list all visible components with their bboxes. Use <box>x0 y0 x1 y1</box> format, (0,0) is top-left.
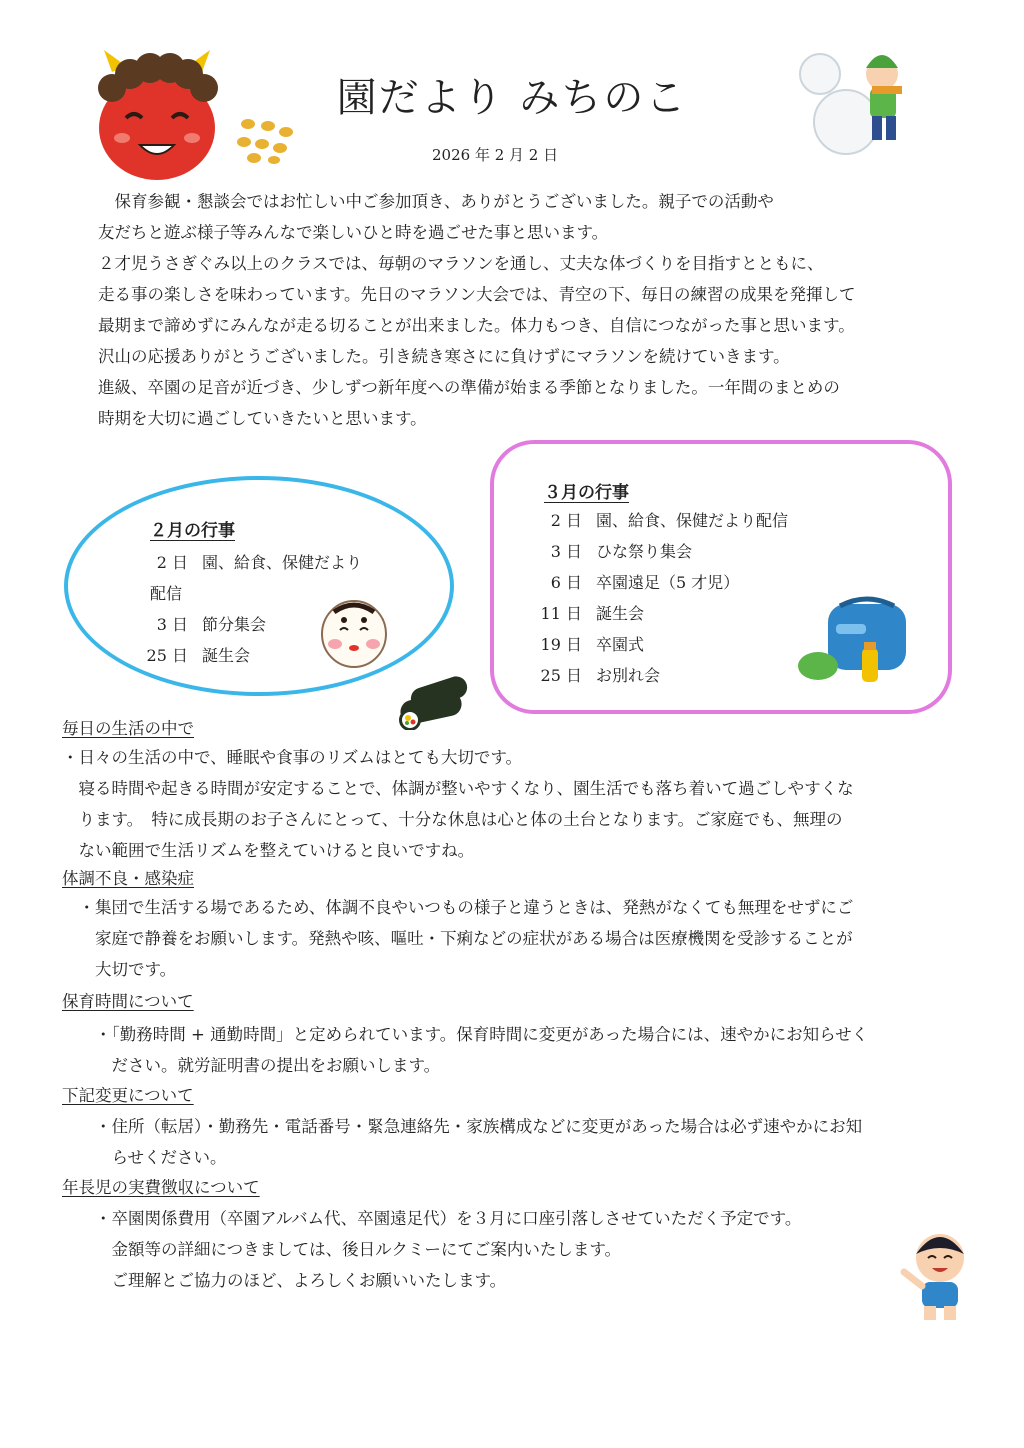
page-title: 園だより みちのこ <box>336 75 688 121</box>
section-heading: 体調不良・感染症 <box>62 869 194 888</box>
section-line: ・日々の生活の中で、睡眠や食事のリズムはとても大切です。 <box>62 748 523 767</box>
section-daily-life <box>62 716 972 866</box>
section-line: ・集団で生活する場であるため、体調不良やいつもの様子と違うときは、発熱がなくても無理をせずにご <box>62 898 854 917</box>
event-day: 2 日 <box>156 553 188 572</box>
section-line: ・卒園関係費用（卒園アルバム代、卒園遠足代）を３月に口座引落しさせていただく予定です。 <box>62 1209 802 1228</box>
event-row <box>530 505 788 536</box>
intro-line: 友だちと遊ぶ様子等みんなで楽しいひと時を過ごせた事と思います。 <box>98 223 609 242</box>
event-name: 卒園式 <box>596 635 645 654</box>
event-row <box>530 598 788 629</box>
intro-line: 走る事の楽しさを味わっています。先日のマラソン大会では、青空の下、毎日の練習の成果を発揮して <box>98 285 856 304</box>
event-day: 19 日 <box>540 635 582 654</box>
section-illness <box>62 866 972 985</box>
section-changes <box>62 1081 972 1173</box>
event-day: 6 日 <box>550 573 582 592</box>
otafuku-mask-illustration <box>318 596 390 670</box>
section-line: ださい。就労証明書の提出をお願いします。 <box>62 1056 441 1075</box>
event-day: 2 日 <box>550 511 582 530</box>
school-backpack-illustration <box>796 596 916 688</box>
oni-illustration <box>92 50 222 180</box>
march-events <box>540 478 789 691</box>
section-line: ります。 特に成長期のお子さんにとって、十分な休息は心と体の土台となります。ご家庭でも、無理の <box>62 810 843 829</box>
intro-line: 最期まで諦めずにみんなが走る切ることが出来ました。体力もつき、自信につながった事と思います。 <box>98 316 855 335</box>
event-row <box>530 567 788 598</box>
section-line: らせください。 <box>62 1148 227 1167</box>
info-sections <box>62 716 972 1296</box>
snowman-boy-illustration <box>792 44 922 156</box>
intro-line: ２才児うさぎぐみ以上のクラスでは、毎朝のマラソンを通し、丈夫な体づくりを目指すとともに、 <box>98 254 824 273</box>
section-line: 寝る時間や起きる時間が安定することで、体調が整いやすくなり、園生活でも落ち着いて過ごしやすくな <box>62 779 854 798</box>
roasted-beans-illustration <box>234 116 298 166</box>
event-row <box>136 547 362 578</box>
event-name: ひな祭り集会 <box>596 542 693 561</box>
intro-line: 保育参観・懇談会ではお忙しい中ご参加頂き、ありがとうございました。親子での活動や <box>98 192 774 211</box>
section-heading: 年長児の実費徴収について <box>62 1178 260 1197</box>
section-fees <box>62 1173 972 1296</box>
section-line: 金額等の詳細につきましては、後日ルクミーにてご案内いたします。 <box>62 1240 622 1259</box>
section-childcare-hours <box>62 985 972 1081</box>
intro-message <box>98 186 856 434</box>
section-line: 大切です。 <box>62 960 177 979</box>
event-row <box>530 660 788 691</box>
section-line: ・「勤務時間 + 通勤時間」と定められています。保育時間に変更があった場合には、速やかにお知らせく <box>62 1025 869 1044</box>
event-name: 節分集会 <box>202 615 267 634</box>
event-row <box>530 629 788 660</box>
event-name: 園、給食、保健だより <box>202 553 363 572</box>
section-heading: 下記変更について <box>62 1086 194 1105</box>
section-line: ない範囲で生活リズムを整えていけると良いですね。 <box>62 841 475 860</box>
event-day: 25 日 <box>146 646 188 665</box>
february-events-title: ２月の行事 <box>150 521 235 541</box>
happy-boy-illustration <box>898 1228 978 1326</box>
intro-line: 沢山の応援ありがとうございました。引き続き寒さにに負けずにマラソンを続けていきます。 <box>98 347 790 366</box>
section-heading: 毎日の生活の中で <box>62 719 194 738</box>
event-name: 卒園遠足（5 才児） <box>596 573 740 592</box>
intro-line: 進級、卒園の足音が近づき、少しずつ新年度への準備が始まる季節となりました。一年間のまとめの <box>98 378 840 397</box>
event-day: 3 日 <box>550 542 582 561</box>
event-name: 誕生会 <box>202 646 251 665</box>
event-day: 11 日 <box>540 604 582 623</box>
event-name: 園、給食、保健だより配信 <box>596 511 789 530</box>
section-line: 家庭で静養をお願いします。発熱や咳、嘔吐・下痢などの症状がある場合は医療機関を受診することが <box>62 929 853 948</box>
issue-date: 2026 年 2 月 2 日 <box>432 146 559 164</box>
section-line: ご理解とご協力のほど、よろしくお願いいたします。 <box>62 1271 507 1290</box>
section-heading: 保育時間について <box>62 992 194 1011</box>
event-name: お別れ会 <box>596 666 661 685</box>
intro-line: 時期を大切に過ごしていきたいと思います。 <box>98 409 427 428</box>
event-name: 誕生会 <box>596 604 645 623</box>
event-row <box>530 536 788 567</box>
march-events-title: ３月の行事 <box>544 483 629 503</box>
event-day: 3 日 <box>156 615 188 634</box>
section-line: ・住所（転居）・勤務先・電話番号・緊急連絡先・家族構成などに変更があった場合は必ず速やかにお知 <box>62 1117 863 1136</box>
event-name: 配信 <box>150 584 183 603</box>
event-day: 25 日 <box>540 666 582 685</box>
